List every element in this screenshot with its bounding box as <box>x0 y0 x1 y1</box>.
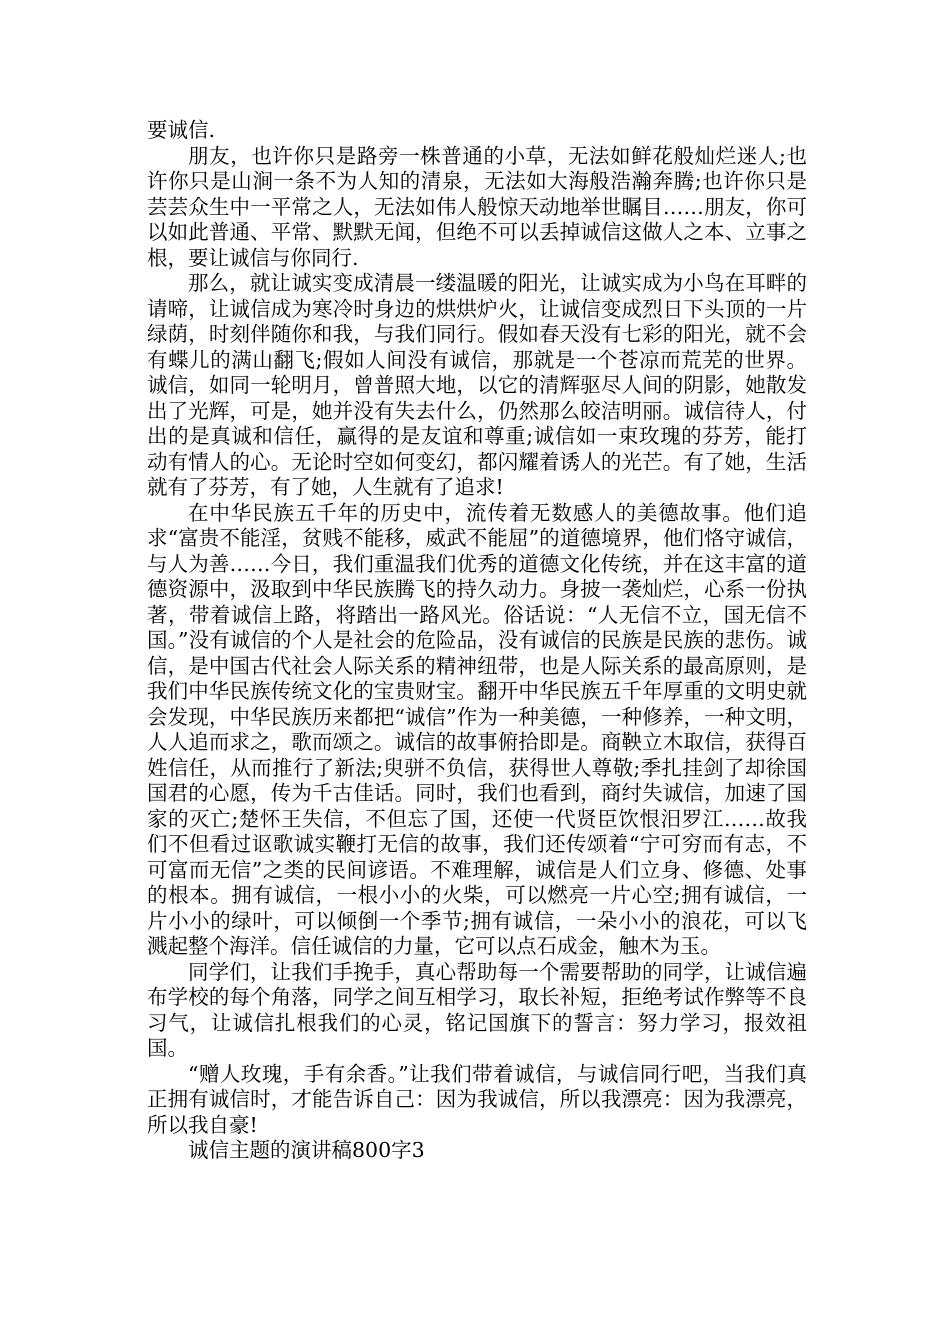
paragraph-4: 在中华民族五千年的历史中，流传着无数感人的美德故事。他们追求“富贵不能淫，贫贱不能移，威武不能屈”的道德境界，他们恪守诚信，与人为善……今日，我们重温我们优秀的道德文化传统，并在这丰富的道德资源中，汲取到中华民族腾飞的持久动力。身披一袭灿烂，心系一份执著，带着诚信上路，将踏出一路风光。俗话说：“人无信不立，国无信不国。”没有诚信的个人是社会的危险品，没有诚信的民族是民族的悲伤。诚信，是中国古代社会人际关系的精神纽带，也是人际关系的最高原则，是我们中华民族传统文化的宝贵财宝。翻开中华民族五千年厚重的文明史就会发现，中华民族历来都把“诚信”作为一种美德，一种修养，一种文明，人人追而求之，歌而颂之。诚信的故事俯拾即是。商鞅立木取信，获得百姓信任，从而推行了新法;臾骈不负信，获得世人尊敬;季扎挂剑了却徐国国君的心愿，传为千古佳话。同时，我们也看到，商纣失诚信，加速了国家的灭亡;楚怀王失信，不但忘了国，还使一代贤臣饮恨汨罗江……故我们不但看过讴歌诚实鞭打无信的故事，我们还传颂着“宁可穷而有志，不可富而无信”之类的民间谚语。不难理解，诚信是人们立身、修德、处事的根本。拥有诚信，一根小小的火柴，可以燃亮一片心空;拥有诚信，一片小小的绿叶，可以倾倒一个季节;拥有诚信，一朵小小的浪花，可以飞溅起整个海洋。信任诚信的力量，它可以点石成金，触木为玉。 <box>147 500 807 958</box>
paragraph-1: 要诚信. <box>147 118 216 142</box>
paragraph-2: 朋友，也许你只是路旁一株普通的小草，无法如鲜花般灿烂迷人;也许你只是山涧一条不为人知的清泉，无法如大海般浩瀚奔腾;也许你只是芸芸众生中一平常之人，无法如伟人般惊天动地举世瞩目……朋友，你可以如此普通、平常、默默无闻，但绝不可以丢掉诚信这做人之本、立事之根，要让诚信与你同行. <box>147 143 807 270</box>
paragraph-3: 那么，就让诚实变成清晨一缕温暖的阳光，让诚实成为小鸟在耳畔的请啼，让诚信成为寒冷时身边的烘烘炉火，让诚信变成烈日下头顶的一片绿荫，时刻伴随你和我，与我们同行。假如春天没有七彩的阳光，就不会有蝶儿的满山翻飞;假如人间没有诚信，那就是一个苍凉而荒芜的世界。诚信，如同一轮明月，曾普照大地，以它的清辉驱尽人间的阴影，她散发出了光辉，可是，她并没有失去什么，仍然那么皎洁明丽。诚信待人，付出的是真诚和信任，赢得的是友谊和尊重;诚信如一束玫瑰的芬芳，能打动有情人的心。无论时空如何变幻，都闪耀着诱人的光芒。有了她，生活就有了芬芳，有了她，人生就有了追求! <box>147 271 807 499</box>
document-page <box>147 118 807 1164</box>
paragraph-5: 同学们，让我们手挽手，真心帮助每一个需要帮助的同学，让诚信遍布学校的每个角落，同学之间互相学习，取长补短，拒绝考试作弊等不良习气，让诚信扎根我们的心灵，铭记国旗下的誓言：努力学习，报效祖国。 <box>147 959 807 1060</box>
paragraph-6: “赠人玫瑰，手有余香。”让我们带着诚信，与诚信同行吧，当我们真正拥有诚信时，才能告诉自己：因为我诚信，所以我漂亮：因为我漂亮，所以我自豪! <box>147 1061 807 1137</box>
section-heading: 诚信主题的演讲稿800字3 <box>188 1138 425 1162</box>
